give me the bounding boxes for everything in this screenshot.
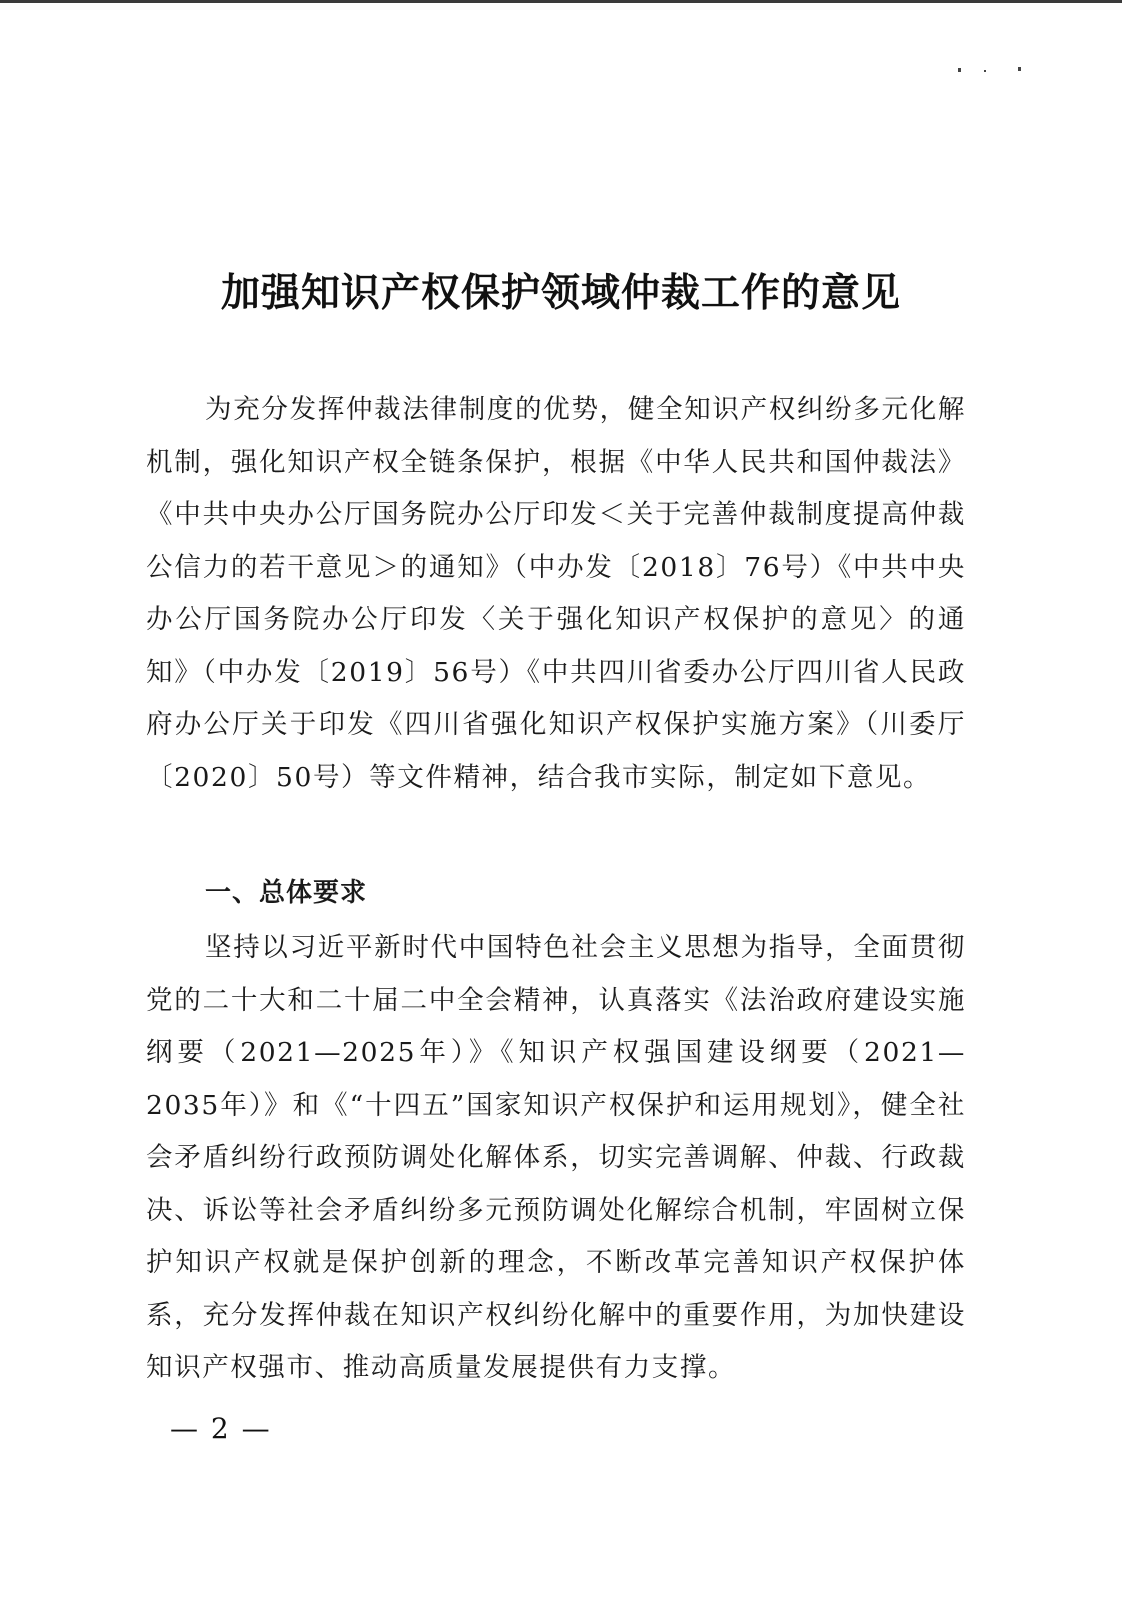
scan-top-edge bbox=[0, 0, 1122, 3]
scan-speckle bbox=[984, 70, 986, 72]
general-requirements-paragraph: 坚持以习近平新时代中国特色社会主义思想为指导，全面贯彻党的二十大和二十届二中全会精神，认真落实《法治政府建设实施纲要（2021—2025年）》《知识产权强国建设纲要（2021—2035年）》和《“十四五”国家知识产权保护和运用规划》，健全社会矛盾纠纷行政预防调处化解体系，切实完善调解、仲裁、行政裁决、诉讼等社会矛盾纠纷多元预防调处化解综合机制，牢固树立保护知识产权就是保护创新的理念，不断改革完善知识产权保护体系，充分发挥仲裁在知识产权纠纷化解中的重要作用，为加快建设知识产权强市、推动高质量发展提供有力支撑。 bbox=[146, 932, 966, 1383]
intro-paragraph: 为充分发挥仲裁法律制度的优势，健全知识产权纠纷多元化解机制，强化知识产权全链条保护，根据《中华人民共和国仲裁法》《中共中央办公厅国务院办公厅印发＜关于完善仲裁制度提高仲裁公信力的若干意见＞的通知》（中办发〔2018〕76号）《中共中央办公厅国务院办公厅印发〈关于强化知识产权保护的意见〉的通知》（中办发〔2019〕56号）《中共四川省委办公厅四川省人民政府办公厅关于印发《四川省强化知识产权保护实施方案》（川委厅〔2020〕50号）等文件精神，结合我市实际，制定如下意见。 bbox=[146, 394, 966, 793]
section-heading-general-requirements: 一、总体要求 bbox=[205, 878, 368, 908]
document-title: 加强知识产权保护领域仲裁工作的意见 bbox=[220, 271, 901, 316]
page-number: — 2 — bbox=[170, 1412, 272, 1445]
scan-speckle bbox=[958, 68, 961, 72]
scan-speckle bbox=[1018, 67, 1021, 71]
